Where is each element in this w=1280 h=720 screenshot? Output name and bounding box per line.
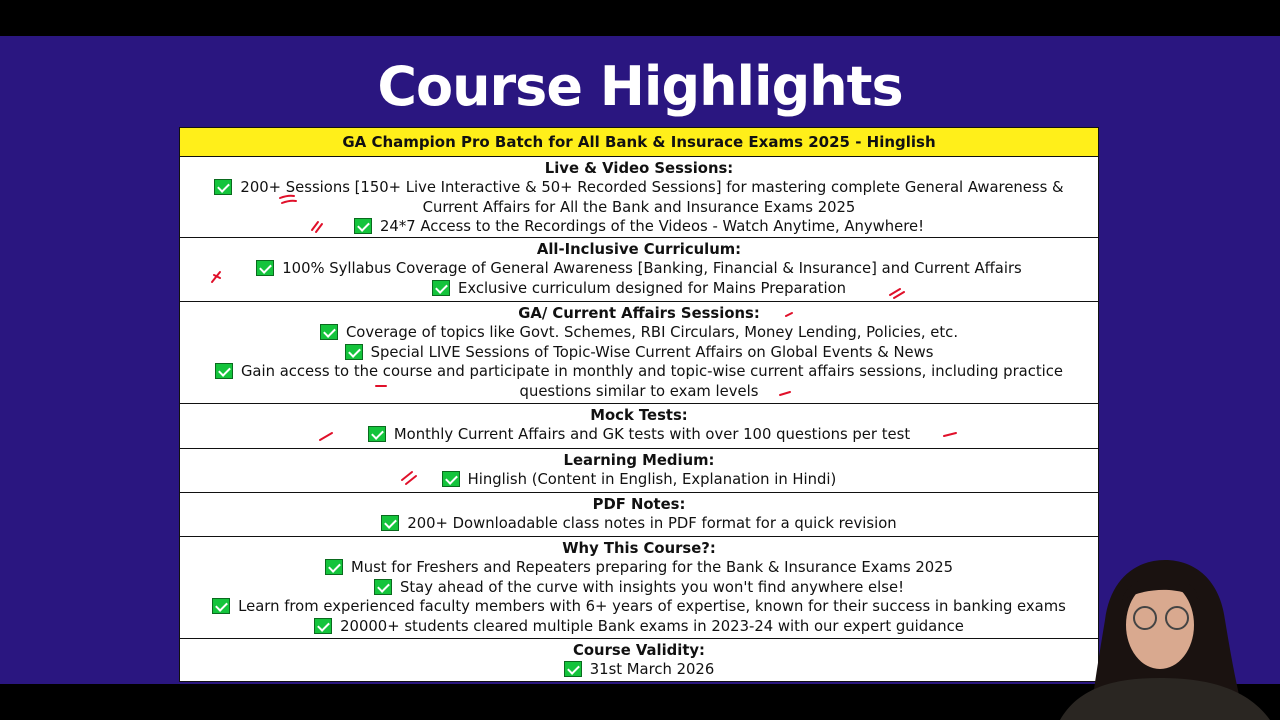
section-curriculum [180,238,1098,302]
checkmark-icon [381,515,399,531]
checkmark-icon [442,471,460,487]
item-text: Special LIVE Sessions of Topic-Wise Current Affairs on Global Events & News [370,343,934,361]
section-current-affairs [180,302,1098,404]
checkmark-icon [256,260,274,276]
section-live-video [180,157,1098,238]
item-text: 200+ Sessions [150+ Live Interactive & 50+ Recorded Sessions] for mastering complete General Awareness & Current Affairs for All the Bank and Insurance Exams 2025 [240,179,1064,216]
section-title: GA/ Current Affairs Sessions: [518,305,760,322]
checkmark-icon [374,579,392,595]
section-validity [180,639,1098,683]
item-text: 20000+ students cleared multiple Bank exams in 2023-24 with our expert guidance [340,617,964,635]
checkmark-icon [345,344,363,360]
list-item [180,578,1098,598]
item-text: 31st March 2026 [589,661,715,678]
list-item [180,660,1098,680]
checkmark-icon [325,559,343,575]
checkmark-icon [215,363,233,379]
list-item [180,362,1098,401]
section-title: All-Inclusive Curriculum: [536,241,742,258]
checkmark-icon [212,598,230,614]
slide-title: Course Highlights [377,55,903,118]
list-item [180,343,1098,363]
checkmark-icon [214,179,232,195]
item-text: Exclusive curriculum designed for Mains Preparation [457,279,847,297]
list-item [180,425,1098,445]
item-text: 24*7 Access to the Recordings of the Videos - Watch Anytime, Anywhere! [379,218,925,235]
item-text: Gain access to the course and participate in monthly and topic-wise current affairs sessions, including practice questions similar to exam levels [240,363,1064,400]
item-text: Monthly Current Affairs and GK tests with over 100 questions per test [393,426,911,443]
section-mock-tests [180,404,1098,449]
item-text: Learn from experienced faculty members with 6+ years of expertise, known for their success in banking exams [238,598,1066,615]
section-title: Course Validity: [573,642,705,659]
section-title: Learning Medium: [563,452,715,469]
section-title: Mock Tests: [590,407,688,424]
list-item [180,178,1098,217]
checkmark-icon [564,661,582,677]
section-title: Live & Video Sessions: [544,160,734,177]
section-pdf-notes [180,493,1098,537]
list-item [180,514,1098,534]
list-item [180,279,1098,299]
list-item [180,323,1098,343]
section-learning-medium [180,449,1098,493]
section-why-course [180,537,1098,639]
list-item [180,259,1098,279]
course-banner: GA Champion Pro Batch for All Bank & Insurace Exams 2025 - Hinglish [180,128,1098,157]
presenter-webcam [1060,560,1270,720]
item-text: Coverage of topics like Govt. Schemes, RBI Circulars, Money Lending, Policies, etc. [345,324,959,341]
item-text: 100% Syllabus Coverage of General Awareness [Banking, Financial & Insurance] and Current Affairs [282,260,1022,277]
list-item [180,470,1098,490]
checkmark-icon [432,280,450,296]
checkmark-icon [354,218,372,234]
list-item [180,558,1098,578]
section-title: Why This Course?: [562,540,716,557]
list-item [180,617,1098,637]
item-text: Must for Freshers and Repeaters preparing for the Bank & Insurance Exams 2025 [350,559,954,576]
checkmark-icon [314,618,332,634]
checkmark-icon [368,426,386,442]
item-text: 200+ Downloadable class notes in PDF format for a quick revision [407,515,897,532]
highlights-table [179,127,1099,682]
item-text: Hinglish (Content in English, Explanation in Hindi) [467,471,837,488]
item-text: Stay ahead of the curve with insights you won't find anywhere else! [399,578,905,596]
section-title: PDF Notes: [592,496,686,513]
list-item [180,597,1098,617]
checkmark-icon [320,324,338,340]
list-item [180,217,1098,237]
